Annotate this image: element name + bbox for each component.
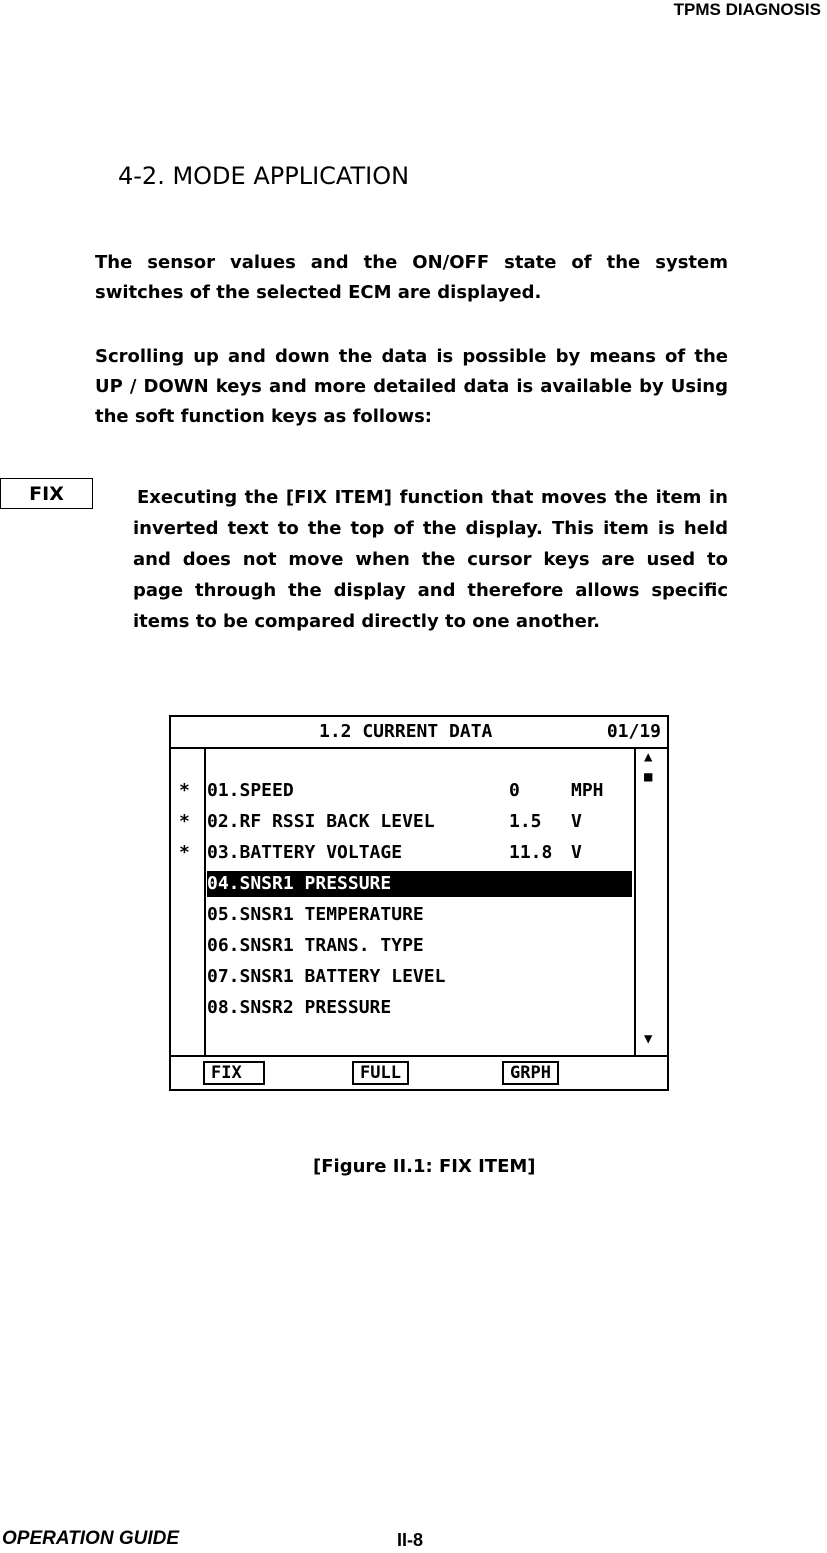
softkey-fix[interactable]: FIX <box>203 1061 265 1085</box>
running-header: TPMS DIAGNOSIS <box>673 0 821 19</box>
scroll-down-icon[interactable]: ▼ <box>644 1031 653 1047</box>
screen-title: 1.2 CURRENT DATA <box>319 721 493 742</box>
data-row[interactable] <box>207 964 632 990</box>
fix-description: Executing the [FIX ITEM] function that moves the item in inverted text to the top of the display. This item is held and does not move when the cursor keys are used to page through the display and therefore allows specific items to be compared directly to one another. <box>133 487 728 632</box>
intro-paragraph: The sensor values and the ON/OFF state of the system switches of the selected ECM are displayed. <box>95 252 728 303</box>
row-unit: V <box>571 811 582 832</box>
row-label: 04.SNSR1 PRESSURE <box>207 873 392 894</box>
fixed-marker: * <box>179 842 190 863</box>
scrolling-paragraph: Scrolling up and down the data is possible by means of the UP / DOWN keys and more detailed data is available by Using the soft function keys as follows: <box>95 346 728 427</box>
row-unit: MPH <box>571 780 604 801</box>
data-row[interactable] <box>207 809 632 835</box>
row-label: 02.RF RSSI BACK LEVEL <box>207 811 435 832</box>
row-value: 0 <box>509 780 520 801</box>
row-label: 03.BATTERY VOLTAGE <box>207 842 403 863</box>
data-row[interactable] <box>207 902 632 928</box>
row-label: 06.SNSR1 TRANS. TYPE <box>207 935 424 956</box>
data-row[interactable] <box>207 933 632 959</box>
data-row[interactable] <box>207 871 632 897</box>
softkey-grph[interactable]: GRPH <box>502 1061 559 1085</box>
row-value: 1.5 <box>509 811 542 832</box>
current-data-screen <box>169 715 669 1091</box>
row-unit: V <box>571 842 582 863</box>
row-label: 08.SNSR2 PRESSURE <box>207 997 392 1018</box>
fixed-marker: * <box>179 811 190 832</box>
softkey-bar <box>171 1055 667 1089</box>
data-row[interactable] <box>207 840 632 866</box>
row-label: 07.SNSR1 BATTERY LEVEL <box>207 966 446 987</box>
page-indicator: 01/19 <box>606 721 661 742</box>
fixed-marker: * <box>179 780 190 801</box>
figure-caption: [Figure II.1: FIX ITEM] <box>313 1156 536 1177</box>
scroll-up-icon[interactable]: ▲ <box>644 749 653 765</box>
row-label: 05.SNSR1 TEMPERATURE <box>207 904 424 925</box>
scroll-thumb-icon[interactable]: ■ <box>644 769 653 785</box>
scrollbar-divider <box>634 747 636 1057</box>
section-title: 4-2. MODE APPLICATION <box>118 162 410 190</box>
data-row[interactable] <box>207 995 632 1021</box>
softkey-full[interactable]: FULL <box>352 1061 409 1085</box>
row-value: 11.8 <box>509 842 553 863</box>
fix-key-label: FIX <box>0 478 93 509</box>
page-number: II-8 <box>397 1530 424 1550</box>
row-label: 01.SPEED <box>207 780 294 801</box>
footer-title: OPERATION GUIDE <box>2 1528 179 1549</box>
screen-title-bar <box>171 717 667 749</box>
data-row[interactable] <box>207 778 632 804</box>
left-divider <box>204 747 206 1057</box>
